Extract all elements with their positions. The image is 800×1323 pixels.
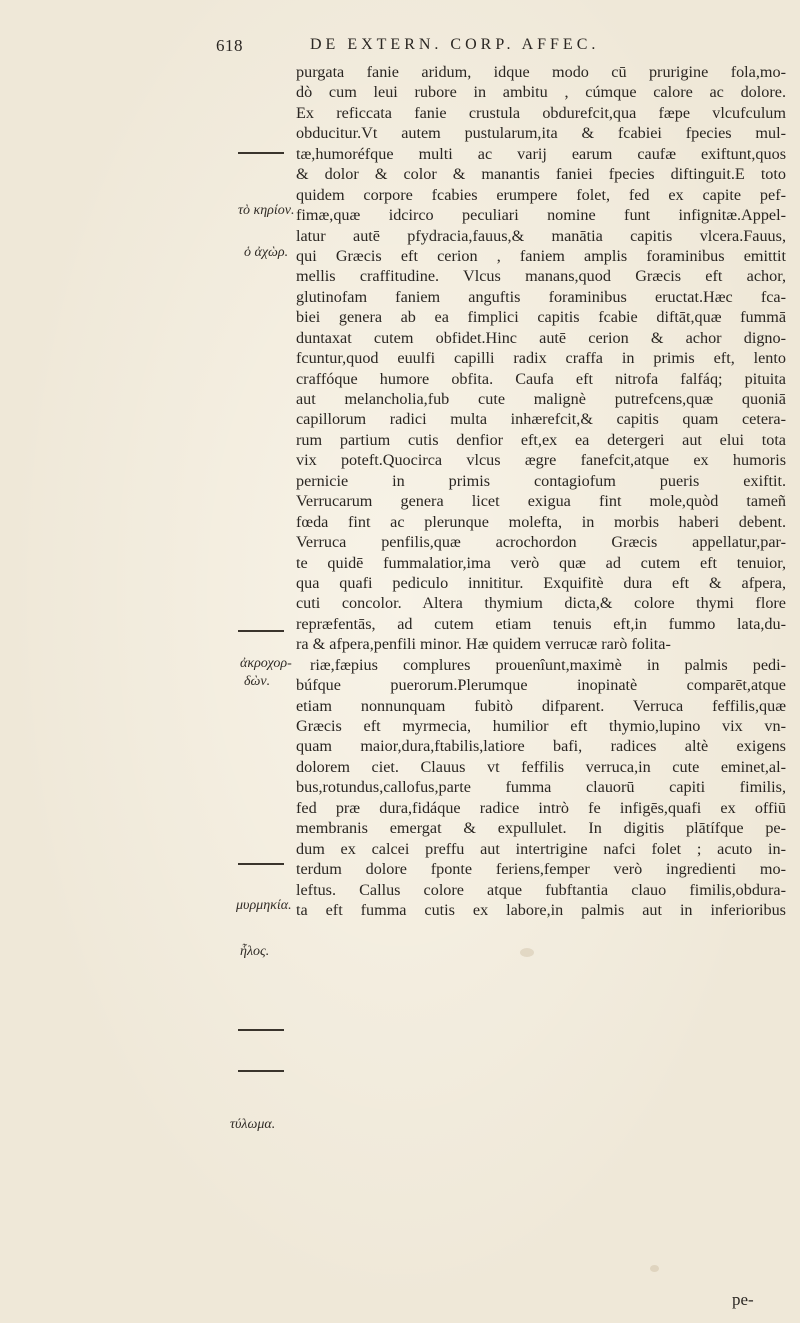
margin-note: τύλωμα. xyxy=(230,1117,276,1132)
text-line xyxy=(296,1023,786,1043)
text-line: bus,rotundus,callofus,parte fumma clauorū capiti fimilis, xyxy=(296,778,786,797)
text-line: dò cum leui rubore in ambitu , cúmque calore ac dolore. xyxy=(296,83,786,102)
margin-note: ἀκροχορ- xyxy=(240,656,292,671)
text-line: rum partium cutis denfior eft,ex ea detergeri aut elui tota xyxy=(296,430,786,449)
text-line: craffóque humore obfita. Caufa eft nitrofa falfáq; pituita xyxy=(296,369,786,388)
text-line: capillorum radici multa inhærefcit,& capitis quam cetera- xyxy=(296,410,786,429)
text-line: Verrucarum genera licet exigua fint mole,quòd tameñ xyxy=(296,492,786,511)
text-line xyxy=(296,1063,786,1083)
text-line: & dolor & color & manantis faniei fpecies diftinguit.E toto xyxy=(296,165,786,184)
margin-rule xyxy=(238,1070,284,1072)
ink-blot xyxy=(650,1265,659,1272)
text-line: Ex reficcata fanie crustula obdurefcit,qua fæpe vlcufculum xyxy=(296,103,786,122)
text-line: terdum dolore fponte feriens,femper verò ingredienti mo- xyxy=(296,860,786,879)
text-line: Verruca penfilis,quæ acrochordon Græcis appellatur,par- xyxy=(296,533,786,552)
text-line xyxy=(296,1104,786,1124)
catchword: pe- xyxy=(732,1290,754,1309)
text-line xyxy=(296,1084,786,1104)
text-line: tæ,humoréfque multi ac varij earum caufæ exiftunt,quos xyxy=(296,144,786,163)
text-line: mellis craffitudine. Vlcus manans,quod Græcis eft achor, xyxy=(296,267,786,286)
text-line: pernicie in primis contagiofum pueris exiftit. xyxy=(296,471,786,490)
margin-note: δὼν. xyxy=(244,674,271,689)
text-line xyxy=(296,1186,786,1206)
text-line: qui Græcis eft cerion , faniem amplis foraminibus emittit xyxy=(296,246,786,265)
text-line xyxy=(296,1002,786,1022)
text-line xyxy=(296,1125,786,1145)
text-line: aut melancholia,fub cute malignè putrefcens,quæ quoniā xyxy=(296,390,786,408)
text-line: fimæ,quæ idcirco peculiari nomine funt infignitæ.Appel- xyxy=(296,206,786,225)
text-line: repræfentās, ad cutem etiam tenuis eft,in fummo lata,du- xyxy=(296,614,786,633)
margin-note: ὁ ἀχὼρ. xyxy=(244,245,289,260)
text-line: qua quafi pediculo innititur. Exquifitè dura eft & afpera, xyxy=(296,573,786,592)
text-line: membranis emergat & expullulet. In digitis plātífque pe- xyxy=(296,819,786,838)
text-line: riæ,fæpius complures prouenîunt,maximè in palmis pedi- xyxy=(310,655,786,674)
text-line: dum ex calcei preffu aut intertrigine nafci folet ; acuto in- xyxy=(296,839,786,858)
margin-rule xyxy=(238,1029,284,1031)
text-line: purgata fanie aridum, idque modo cū prurigine fola,mo- xyxy=(296,63,786,81)
text-line xyxy=(296,1145,786,1165)
margin-note: ἧλος. xyxy=(240,944,270,959)
text-line: cuti concolor. Altera thymium dicta,& colore thymi flore xyxy=(296,594,786,613)
text-line: ra & afpera,penfili minor. Hæ quidem verrucæ rarò folita- xyxy=(296,635,671,654)
text-line: fcuntur,quod euulfi capilli radix craffa in primis eft, lento xyxy=(296,349,786,368)
text-line xyxy=(296,920,786,940)
text-line: quam maior,dura,ftabilis,latiore bafi, radices altè exigens xyxy=(296,737,786,756)
text-line: vix poteft.Quocirca vlcus ægre fanefcit,atque ex humoris xyxy=(296,451,786,470)
text-line: glutinofam faniem anguftis foraminibus eructat.Hæc fca- xyxy=(296,287,786,306)
text-line: duntaxat cutem obfidet.Hinc autē cerion & achor digno- xyxy=(296,328,786,347)
margin-notes xyxy=(0,0,295,1323)
text-line: te quidē fummalatior,ima verò quæ ad cutem eft tenuior, xyxy=(296,553,786,572)
text-line: Græcis eft myrmecia, humilior eft thymio,lupino vix vn- xyxy=(296,717,786,735)
text-line: obducitur.Vt autem pustularum,ita & fcabiei fpecies mul- xyxy=(296,124,786,143)
page-number: 618 xyxy=(216,36,243,55)
margin-rule xyxy=(238,630,284,632)
text-line: fœda fint ac plerunque molefta, in morbis haberi debent. xyxy=(296,512,786,531)
text-line: ta eft fumma cutis ex labore,in palmis aut in inferioribus xyxy=(296,900,786,919)
text-line: etiam nonnunquam fubitò difparent. Verruca feffilis,quæ xyxy=(296,696,786,715)
text-line xyxy=(296,1166,786,1186)
text-line xyxy=(296,1043,786,1063)
text-line: biei genera ab ea fimplici capitis fcabie diftāt,quæ fummā xyxy=(296,308,786,327)
margin-note: μυρμηκία. xyxy=(236,898,292,913)
margin-rule xyxy=(238,863,284,865)
text-line: quidem corpore fcabies erumpere folet, fed ex capite pef- xyxy=(296,185,786,204)
text-line xyxy=(296,961,786,981)
text-line: dolorem ciet. Clauus vt feffilis verruca,in cute eminet,al- xyxy=(296,757,786,776)
margin-rule xyxy=(238,152,284,154)
text-line: leftus. Callus colore atque fubftantia clauo fimilis,obdura- xyxy=(296,880,786,899)
text-line: fed præ dura,fidáque radice intrò fe infigēs,quafi ex offiū xyxy=(296,798,786,817)
text-line: búfque puerorum.Plerumque inopinatè comparēt,atque xyxy=(296,676,786,695)
text-line xyxy=(296,941,786,961)
running-head: DE EXTERN. CORP. AFFEC. xyxy=(310,36,600,53)
text-line xyxy=(296,982,786,1002)
body-text xyxy=(296,62,786,1207)
text-line: latur autē pfydracia,fauus,& manātia capitis vlcera.Fauus, xyxy=(296,226,786,245)
margin-note: τὸ κηρίον. xyxy=(238,203,295,218)
